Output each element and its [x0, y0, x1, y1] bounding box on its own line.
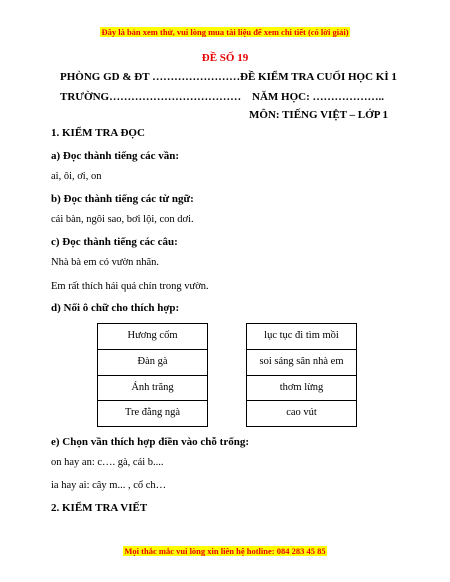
- part-a-content: ai, ôi, ơi, on: [51, 171, 102, 182]
- hotline-banner: Mọi thắc mắc vui lòng xin liên hệ hotline: 084 283 45 85: [124, 546, 326, 556]
- preview-banner: Đây là bản xem thử, vui lòng mua tài liệu để xem chi tiết (có lời giải): [101, 27, 349, 37]
- match-left-item: Ánh trăng: [131, 382, 174, 393]
- writing-section-heading: 2. KIỂM TRA VIẾT: [51, 502, 148, 514]
- part-c-line-2: Em rất thích hái quả chín trong vườn.: [51, 281, 209, 292]
- part-e-line-2: ia hay ai: cây m... , cổ ch…: [51, 480, 167, 491]
- part-c-line-1: Nhà bà em có vườn nhãn.: [51, 257, 160, 268]
- part-d-heading: d) Nối ô chữ cho thích hợp:: [51, 302, 180, 314]
- part-e-line-1: on hay an: c…. gà, cái b....: [51, 457, 164, 468]
- department-line: PHÒNG GD & ĐT ……………………: [60, 71, 241, 83]
- match-left-item: Tre đằng ngà: [124, 407, 181, 418]
- school-year: NĂM HỌC: ………………..: [252, 91, 384, 103]
- exam-name: ĐỀ KIỂM TRA CUỐI HỌC KÌ 1: [240, 71, 397, 83]
- match-right-item: thơm lừng: [279, 382, 324, 393]
- school-line: TRƯỜNG………………………………: [60, 91, 242, 103]
- part-e-heading: e) Chọn vần thích hợp điền vào chỗ trống:: [51, 436, 250, 448]
- match-right-column: [246, 323, 357, 427]
- match-left-item: Hương cốm: [127, 330, 178, 341]
- exam-title: ĐỀ SỐ 19: [201, 52, 249, 64]
- match-right-item: lục tục đi tìm mồi: [264, 330, 339, 341]
- part-a-heading: a) Đọc thành tiếng các vần:: [51, 150, 180, 162]
- part-c-heading: c) Đọc thành tiếng các câu:: [51, 236, 178, 248]
- part-b-heading: b) Đọc thành tiếng các từ ngữ:: [51, 193, 194, 205]
- match-right-item: cao vút: [286, 407, 317, 418]
- match-left-item: Đàn gà: [137, 356, 168, 367]
- match-left-column: [97, 323, 208, 427]
- match-right-item: soi sáng sân nhà em: [259, 356, 344, 367]
- part-b-content: cái bàn, ngôi sao, bơi lội, con dơi.: [51, 214, 194, 225]
- subject-line: MÔN: TIẾNG VIỆT – LỚP 1: [249, 109, 389, 121]
- reading-section-heading: 1. KIỂM TRA ĐỌC: [51, 127, 145, 139]
